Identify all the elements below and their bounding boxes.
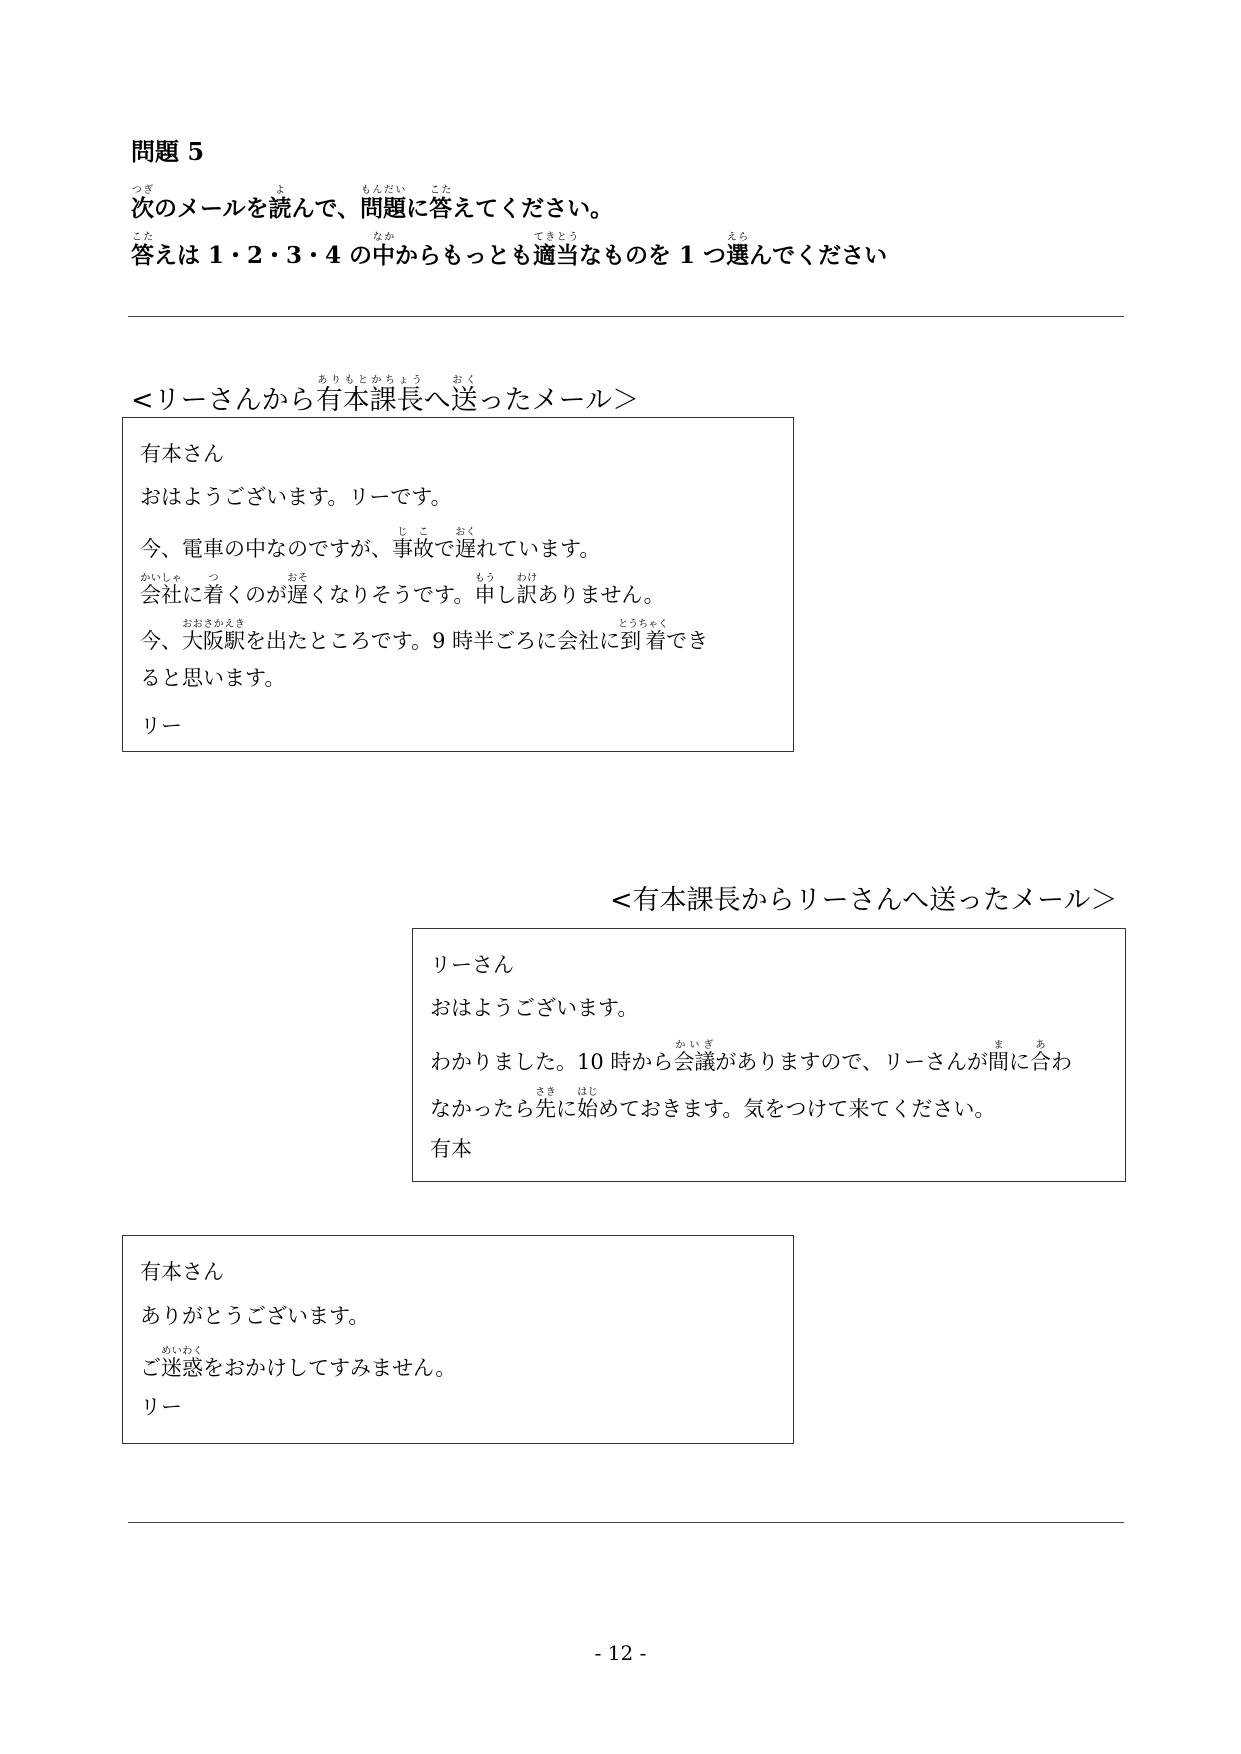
ruby-word: 適当てきとう xyxy=(533,232,580,269)
mail1-line-2: 今、電車の中なのですが、事故じこで遅おくれています。 xyxy=(140,527,601,561)
mail1-line-1: おはようございます。リーです。 xyxy=(140,485,452,509)
ruby-word: 迷惑めいわく xyxy=(161,1346,203,1380)
mail1-box xyxy=(122,417,794,752)
ruby-word: 次つぎ xyxy=(131,185,154,222)
mail2-recipient: リーさん xyxy=(430,953,514,977)
ruby-word: 答こた xyxy=(429,185,453,222)
mail1-line-4: 今、大阪駅おおさかえきを出たところです。9 時半ごろに会社に到着とうちゃくでき xyxy=(140,619,709,653)
ruby-word: 答こた xyxy=(131,232,154,269)
instruction-line-1: 次つぎのメールを読よんで、問題もんだいに答こたえてください。 xyxy=(131,185,614,222)
ruby-word: 会社かいしゃ xyxy=(140,573,182,607)
ruby-word: 問題もんだい xyxy=(360,185,407,222)
mail1-recipient: 有本さん xyxy=(140,442,224,466)
mail2-line-3: なかったら先さきに始はじめておきます。気をつけて来てください。 xyxy=(430,1087,996,1121)
instruction-line-2: 答こたえは 1・2・3・4 の中なかからもっとも適当てきとうなものを 1 つ選えらんでください xyxy=(131,232,888,269)
divider-top xyxy=(128,316,1124,317)
page-number: - 12 - xyxy=(594,1641,647,1665)
ruby-word: 読よ xyxy=(268,185,292,222)
ruby-word: 遅おそ xyxy=(287,573,308,607)
ruby-word: 遅おく xyxy=(455,527,476,561)
mail3-recipient: 有本さん xyxy=(140,1260,224,1284)
mail3-line-1: ありがとうございます。 xyxy=(140,1304,370,1328)
ruby-word: 始はじ xyxy=(577,1087,598,1121)
ruby-word: 大阪駅おおさかえき xyxy=(182,619,245,653)
mail2-sender: 有本 xyxy=(430,1137,472,1161)
ruby-word: 事故じこ xyxy=(392,527,434,561)
divider-bottom xyxy=(128,1522,1124,1523)
mail2-line-1: おはようございます。 xyxy=(430,996,639,1020)
ruby-word: 合あ xyxy=(1030,1040,1051,1074)
mail1-caption: <リーさんから有本課長ありもとかちょうへ送おくったメール＞ xyxy=(131,375,640,416)
mail1-line-3: 会社かいしゃに着つくのが遅おそくなりそうです。申もうし訳わけありません。 xyxy=(140,573,665,607)
ruby-word: 選えら xyxy=(726,232,750,269)
ruby-word: 申もう xyxy=(474,573,496,607)
mail3-line-2: ご迷惑めいわくをおかけしてすみません。 xyxy=(140,1346,457,1380)
ruby-word: 先さき xyxy=(535,1087,556,1121)
ruby-word: 中なか xyxy=(372,232,396,269)
ruby-word: 送おく xyxy=(450,375,478,416)
mail2-box xyxy=(412,928,1126,1182)
mail1-sender: リー xyxy=(140,714,182,738)
mail3-sender: リー xyxy=(140,1395,182,1419)
ruby-word: 訳わけ xyxy=(516,573,538,607)
mail2-line-2: わかりました。10 時から会議かいぎがありますので、リーさんが間まに合あわ xyxy=(430,1040,1072,1074)
problem-title: 問題 5 xyxy=(131,137,205,166)
mail3-box xyxy=(122,1235,794,1444)
mail2-caption: <有本課長からリーさんへ送ったメール＞ xyxy=(610,885,1118,916)
ruby-word: 到着とうちゃく xyxy=(618,619,669,653)
mail1-line-5: ると思います。 xyxy=(140,666,286,690)
ruby-word: 間ま xyxy=(988,1040,1009,1074)
ruby-word: 着つ xyxy=(203,573,224,607)
ruby-word: 会議かいぎ xyxy=(673,1040,716,1074)
ruby-word: 有本課長ありもとかちょう xyxy=(315,375,424,416)
